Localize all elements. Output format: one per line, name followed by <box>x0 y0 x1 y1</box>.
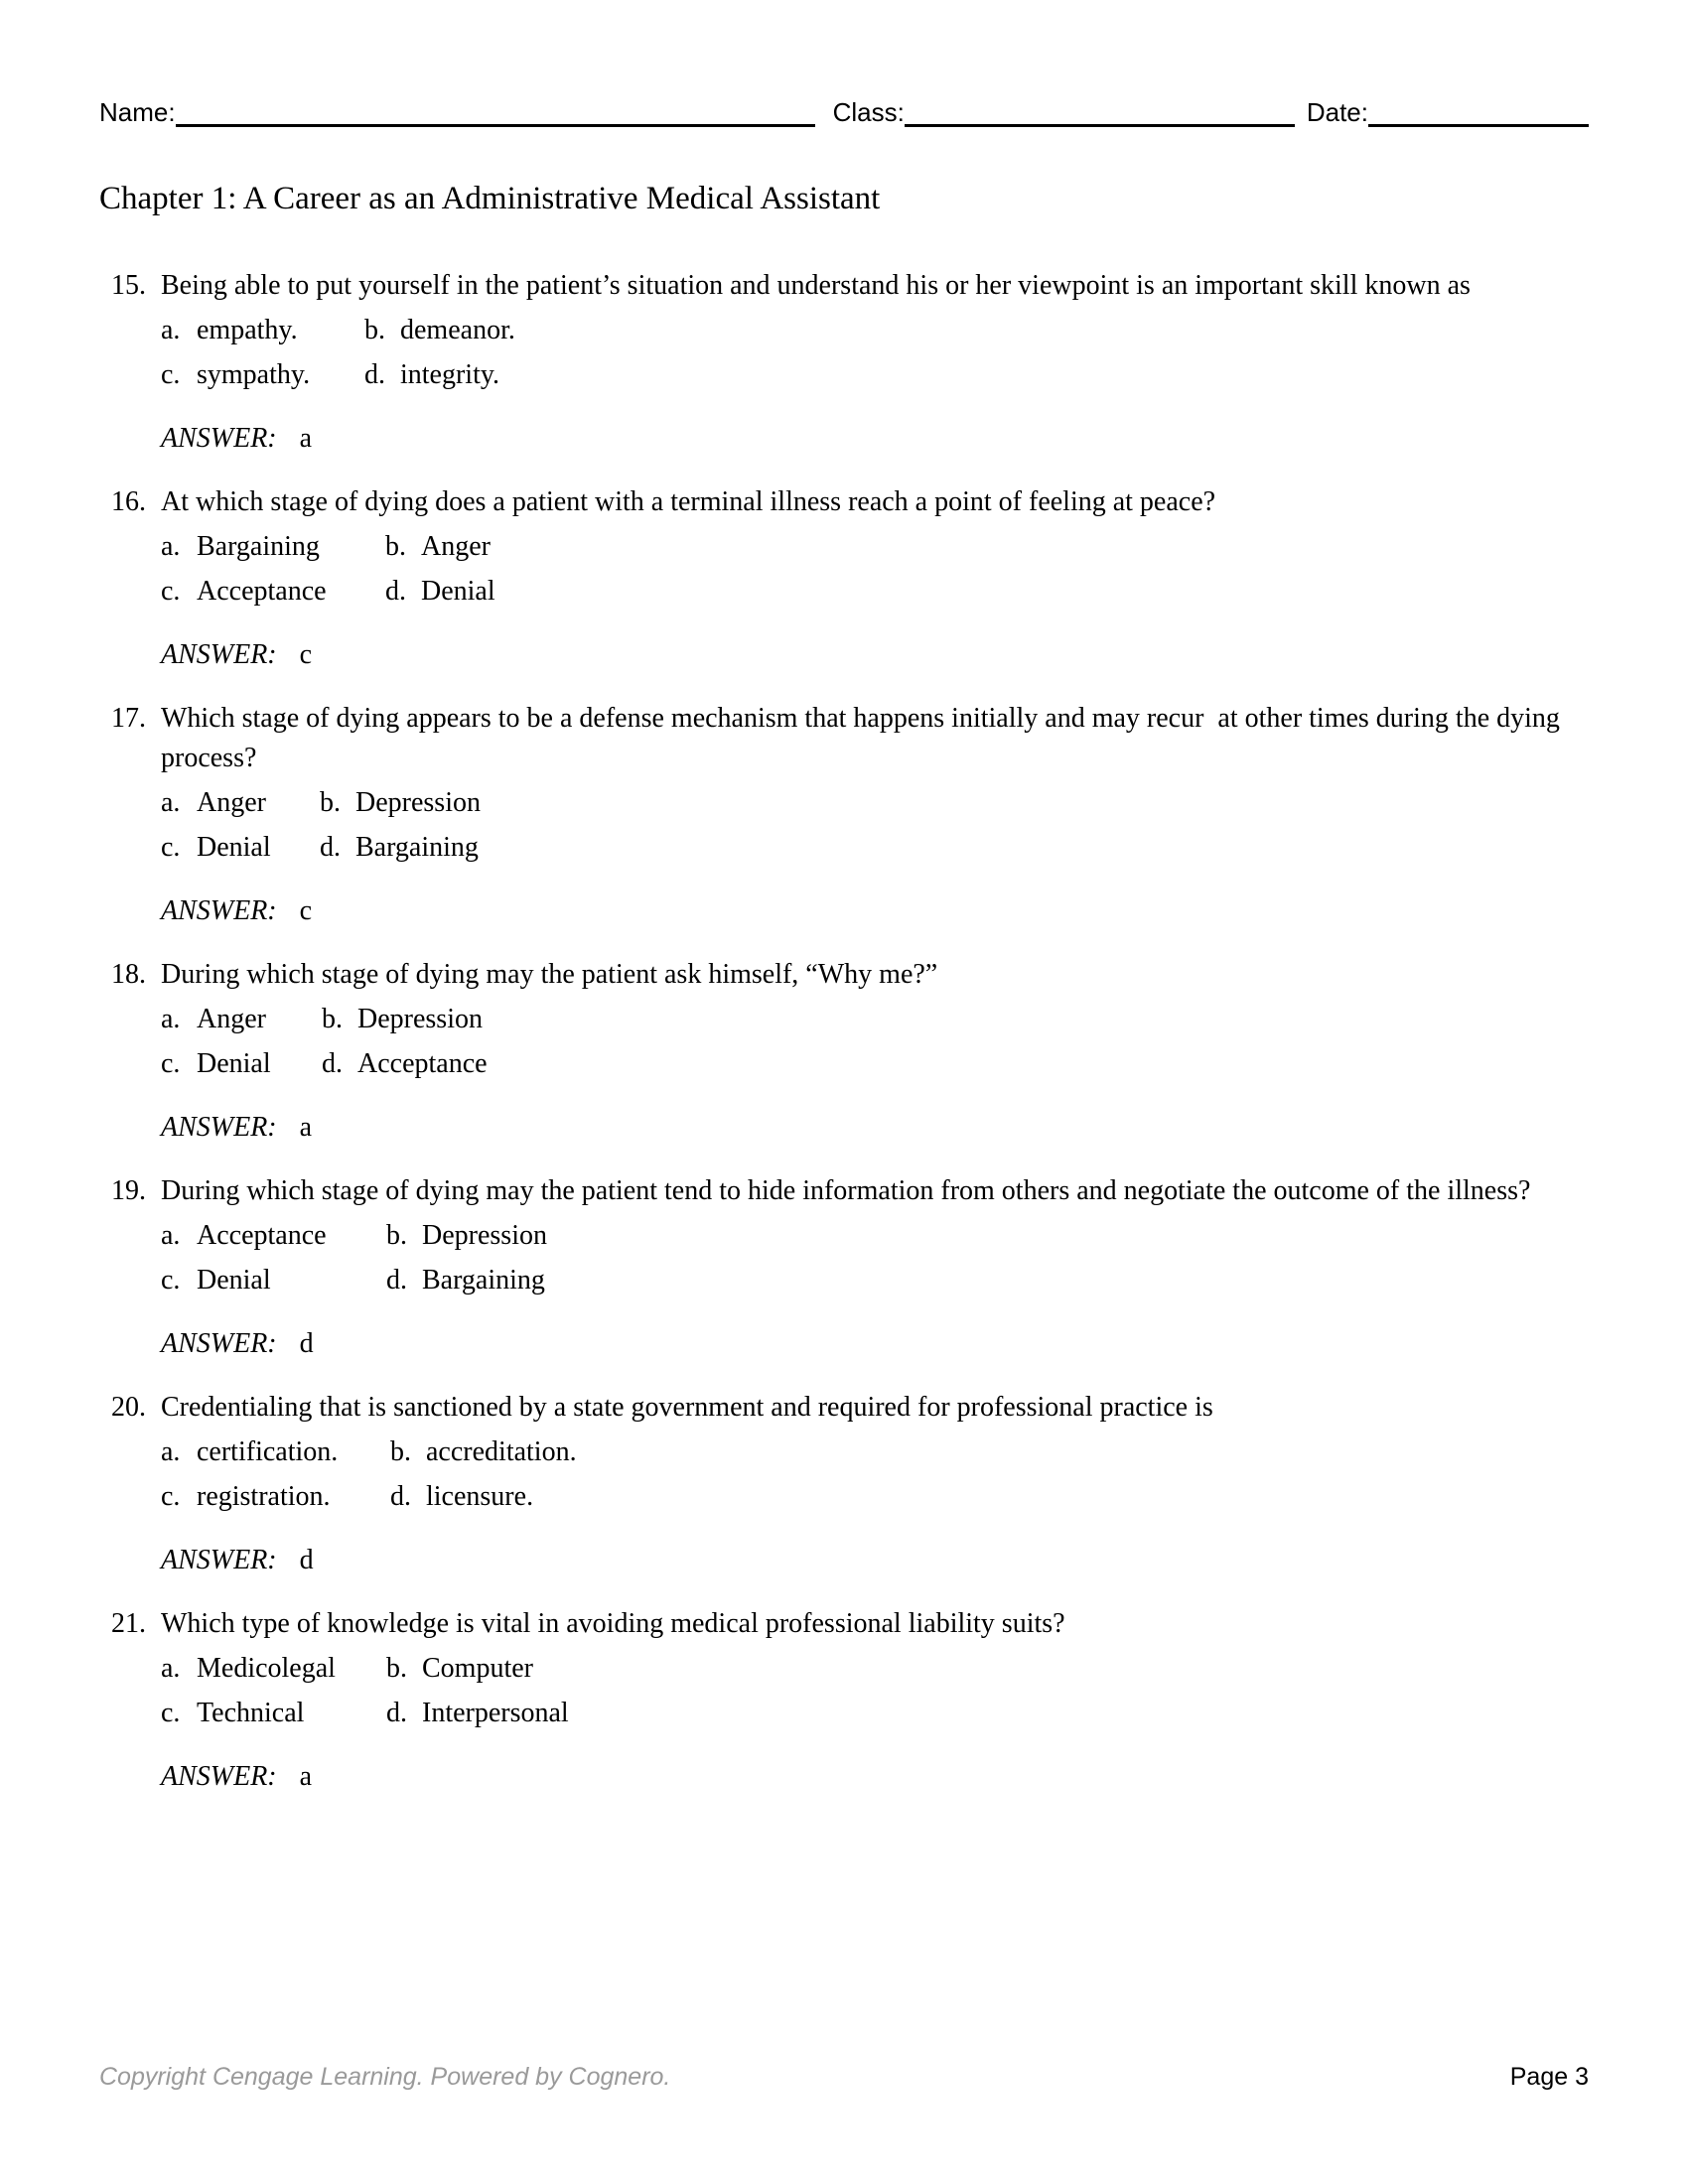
answer-label: ANSWER: <box>161 895 277 926</box>
option-d <box>320 828 481 868</box>
option-letter: c. <box>161 1481 181 1512</box>
option-letter: d. <box>386 1698 407 1728</box>
question-block <box>111 1388 1589 1580</box>
question-block <box>111 699 1589 931</box>
option-c <box>161 572 385 612</box>
option-a <box>161 783 320 823</box>
option-text: accreditation. <box>426 1436 577 1467</box>
date-label: Date: <box>1306 97 1368 127</box>
option-letter: d. <box>364 359 385 390</box>
option-a <box>161 1000 322 1039</box>
question-body <box>161 1171 1589 1364</box>
name-label: Name: <box>99 97 176 127</box>
answer-line <box>161 1541 1589 1580</box>
option-text: Denial <box>197 1048 271 1079</box>
option-c <box>161 355 364 395</box>
class-label: Class: <box>832 97 905 127</box>
option-letter: b. <box>390 1436 411 1467</box>
name-blank-line <box>176 93 815 127</box>
option-b <box>386 1649 569 1689</box>
option-b <box>386 1216 547 1256</box>
answer-value: c <box>299 895 313 926</box>
option-c <box>161 1261 386 1300</box>
option-d <box>322 1044 488 1084</box>
option-letter: c. <box>161 576 181 607</box>
answer-line <box>161 635 1589 675</box>
question-body <box>161 1604 1589 1797</box>
option-letter: b. <box>385 531 406 562</box>
option-text: Denial <box>421 576 495 607</box>
option-letter: a. <box>161 315 181 345</box>
option-text: licensure. <box>426 1481 534 1512</box>
answer-line <box>161 1324 1589 1364</box>
option-a <box>161 1649 386 1689</box>
question-body <box>161 482 1589 675</box>
question-number: 19. <box>111 1175 146 1206</box>
option-b <box>322 1000 488 1039</box>
question-number: 17. <box>111 703 146 734</box>
option-text: Bargaining <box>355 832 479 863</box>
option-text: Acceptance <box>197 576 327 607</box>
page-header <box>99 91 1589 127</box>
option-a <box>161 527 385 567</box>
option-b <box>320 783 481 823</box>
option-text: Depression <box>355 787 481 818</box>
option-b <box>364 311 515 350</box>
option-letter: a. <box>161 1653 181 1684</box>
question-text: Being able to put yourself in the patient’s situation and understand his or her viewpoint is an important skill known as <box>161 270 1471 301</box>
question-text: Credentialing that is sanctioned by a state government and required for professional practice is <box>161 1392 1213 1423</box>
question-text: During which stage of dying may the patient ask himself, “Why me?” <box>161 959 938 990</box>
option-letter: a. <box>161 1436 181 1467</box>
answer-label: ANSWER: <box>161 1545 277 1575</box>
option-letter: d. <box>385 576 406 607</box>
answer-label: ANSWER: <box>161 639 277 670</box>
option-c <box>161 828 320 868</box>
answer-value: a <box>299 1761 313 1792</box>
question-block <box>111 1604 1589 1797</box>
option-text: Denial <box>197 1265 271 1296</box>
option-letter: d. <box>390 1481 411 1512</box>
option-text: Anger <box>197 1004 266 1034</box>
answer-label: ANSWER: <box>161 423 277 454</box>
question-block <box>111 482 1589 675</box>
question-body <box>161 955 1589 1148</box>
answer-label: ANSWER: <box>161 1328 277 1359</box>
option-d <box>386 1261 547 1300</box>
options-grid <box>161 1433 1589 1517</box>
question-block <box>111 955 1589 1148</box>
option-letter: a. <box>161 531 181 562</box>
answer-label: ANSWER: <box>161 1112 277 1143</box>
page-footer <box>99 2063 1589 2092</box>
option-text: Bargaining <box>197 531 320 562</box>
option-text: Acceptance <box>197 1220 327 1251</box>
option-text: Depression <box>422 1220 547 1251</box>
option-c <box>161 1477 390 1517</box>
option-text: integrity. <box>400 359 500 390</box>
option-text: empathy. <box>197 315 298 345</box>
page-title: Chapter 1: A Career as an Administrative Medical Assistant <box>99 181 881 216</box>
answer-line <box>161 1757 1589 1797</box>
page-number: Page 3 <box>1509 2063 1589 2091</box>
option-letter: b. <box>364 315 385 345</box>
options-grid <box>161 311 1589 395</box>
option-text: Anger <box>197 787 266 818</box>
answer-value: c <box>299 639 313 670</box>
question-body <box>161 1388 1589 1580</box>
option-letter: a. <box>161 787 181 818</box>
question-number: 20. <box>111 1392 146 1423</box>
option-letter: b. <box>386 1220 407 1251</box>
option-letter: d. <box>386 1265 407 1296</box>
options-grid <box>161 527 1589 612</box>
option-text: Bargaining <box>422 1265 545 1296</box>
options-grid <box>161 1000 1589 1084</box>
option-d <box>386 1694 569 1733</box>
option-a <box>161 1216 386 1256</box>
option-c <box>161 1694 386 1733</box>
question-number: 21. <box>111 1608 146 1639</box>
option-d <box>364 355 515 395</box>
option-letter: c. <box>161 359 181 390</box>
option-b <box>385 527 495 567</box>
question-text: Which type of knowledge is vital in avoiding medical professional liability suits? <box>161 1608 1065 1639</box>
question-number: 16. <box>111 486 146 517</box>
option-d <box>390 1477 577 1517</box>
answer-line <box>161 1108 1589 1148</box>
answer-line <box>161 891 1589 931</box>
question-text: At which stage of dying does a patient with a terminal illness reach a point of feeling at peace? <box>161 486 1216 517</box>
option-letter: c. <box>161 1048 181 1079</box>
question-number: 15. <box>111 270 146 301</box>
option-a <box>161 311 364 350</box>
question-body <box>161 266 1589 459</box>
option-letter: a. <box>161 1220 181 1251</box>
answer-label: ANSWER: <box>161 1761 277 1792</box>
question-block <box>111 266 1589 459</box>
option-letter: c. <box>161 1265 181 1296</box>
answer-value: d <box>299 1545 314 1575</box>
question-text: Which stage of dying appears to be a defense mechanism that happens initially and may recur at other times during the dying process? <box>161 703 1567 773</box>
option-text: sympathy. <box>197 359 311 390</box>
options-grid <box>161 783 1589 868</box>
option-text: Technical <box>197 1698 305 1728</box>
date-blank-line <box>1368 93 1589 127</box>
option-b <box>390 1433 577 1472</box>
option-text: Denial <box>197 832 271 863</box>
options-grid <box>161 1216 1589 1300</box>
option-text: Computer <box>422 1653 533 1684</box>
answer-value: a <box>299 423 313 454</box>
option-text: certification. <box>197 1436 339 1467</box>
option-letter: d. <box>322 1048 343 1079</box>
question-block <box>111 1171 1589 1364</box>
answer-line <box>161 419 1589 459</box>
option-text: registration. <box>197 1481 331 1512</box>
option-letter: b. <box>386 1653 407 1684</box>
option-a <box>161 1433 390 1472</box>
option-text: Anger <box>421 531 491 562</box>
question-text: During which stage of dying may the patient tend to hide information from others and negotiate the outcome of the illness? <box>161 1175 1531 1206</box>
option-letter: d. <box>320 832 341 863</box>
option-d <box>385 572 495 612</box>
option-letter: b. <box>322 1004 343 1034</box>
class-blank-line <box>905 93 1295 127</box>
question-body <box>161 699 1589 931</box>
option-text: Acceptance <box>357 1048 488 1079</box>
option-letter: a. <box>161 1004 181 1034</box>
option-text: Interpersonal <box>422 1698 569 1728</box>
options-grid <box>161 1649 1589 1733</box>
question-list <box>99 266 1589 1797</box>
question-number: 18. <box>111 959 146 990</box>
option-text: Medicolegal <box>197 1653 336 1684</box>
option-text: Depression <box>357 1004 483 1034</box>
answer-value: d <box>299 1328 314 1359</box>
option-text: demeanor. <box>400 315 515 345</box>
answer-value: a <box>299 1112 313 1143</box>
option-letter: b. <box>320 787 341 818</box>
option-c <box>161 1044 322 1084</box>
option-letter: c. <box>161 832 181 863</box>
copyright-text: Copyright Cengage Learning. Powered by Cognero. <box>99 2063 671 2091</box>
option-letter: c. <box>161 1698 181 1728</box>
